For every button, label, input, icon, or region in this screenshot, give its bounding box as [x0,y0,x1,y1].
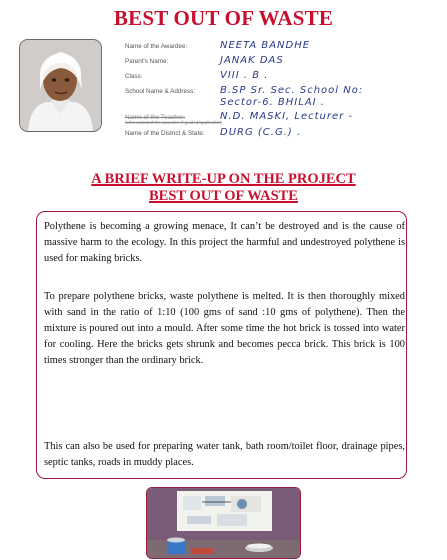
teacher-value: N.D. MASKI, Lecturer - [220,111,354,122]
project-display-image [147,488,301,559]
field-label: Name of the Awardee: [125,43,188,50]
district-row [125,129,435,142]
class-row [125,72,435,85]
field-label: Name of the Teacher: [125,114,186,121]
class-value: VIII . B . [220,70,269,81]
section-heading [0,171,447,205]
school-value-line1: B.SP Sr. Sec. School No: [220,85,364,96]
writeup-paragraph-1: Polythene is becoming a growing menace, It can’t be destroyed and is the cause of massive harm to the ecology. In this project the harmful and undestroyed polythene is used for making bricks. [44,221,405,265]
field-label: Class: [125,73,143,80]
awardee-name-row [125,42,435,55]
page-title: BEST OUT OF WASTE [113,6,334,30]
teacher-row [125,113,435,127]
awardee-photo [19,39,102,132]
project-photo [146,487,301,559]
district-value: DURG (C.G.) . [220,127,302,138]
writeup-paragraph-2: To prepare polythene bricks, waste polythene is melted. It is then thoroughly mixed with sand in the ratio of 1:10 (100 gms of sand :10 gms of polythene). Then the mixture is poured out into a mould. After some time the hot brick is tossed into water for cooling. Here the bricks gets shrunk and becomes pecca brick. This brick is 100 times stronger than the ordinary brick. [44,291,405,367]
parent-name-row [125,57,435,70]
portrait-image [20,40,101,131]
field-label: School Name & Address: [125,88,196,95]
awardee-name-value: NEETA BANDHE [220,40,311,51]
section-heading-line2: BEST OUT OF WASTE [149,188,298,204]
writeup-paragraph-3: This can also be used for preparing water tank, bath room/toilet floor, drainage pipes, septic tanks, roads in muddy places. [44,441,405,469]
school-row [125,87,435,111]
field-label: Parent's Name: [125,58,169,65]
awardee-details [125,42,435,144]
section-heading-line1: A BRIEF WRITE-UP ON THE PROJECT [91,171,356,187]
school-value-line2: Sector-6. BHILAI . [220,97,325,108]
field-label: Name of the District & State: [125,130,205,137]
field-sublabel: (who assisted the awardee if guided/applicable) [125,120,222,125]
parent-name-value: JANAK DAS [220,55,284,66]
